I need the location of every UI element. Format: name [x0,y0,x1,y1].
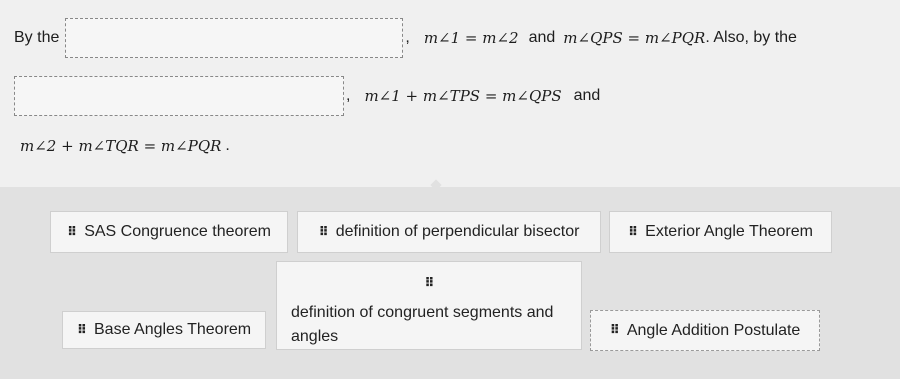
chip-label: definition of congruent segments and angles [291,304,554,345]
drag-handle-icon: ⠿ [76,322,86,338]
chip-label: SAS Congruence theorem [84,223,271,240]
statement-line-3 [20,134,230,158]
chip-exterior-angle-theorem[interactable] [609,211,832,253]
chip-base-angles-theorem[interactable] [62,311,266,349]
chip-angle-addition-postulate[interactable] [590,310,820,351]
line1-and: and [528,29,556,46]
line1-math-2: m∠QPS = m∠PQR [563,29,706,47]
blank-drop-zone-1[interactable] [65,18,403,58]
line3-math: m∠2 + m∠TQR = m∠PQR [20,137,222,155]
chip-sas-congruence-theorem[interactable] [50,211,288,253]
line3-period: . [225,137,230,154]
chip-definition-of-congruent-segments-and-angles[interactable] [276,261,582,350]
drag-handle-icon: ⠿ [609,323,619,338]
chip-label: Angle Addition Postulate [626,321,801,339]
line1-math-1: m∠1 = m∠2 [423,29,519,47]
line2-comma: , [346,87,351,104]
drag-handle-icon: ⠿ [628,224,638,240]
chip-label: Exterior Angle Theorem [645,223,813,240]
statement-line-1 [14,18,797,58]
chip-label: Base Angles Theorem [94,321,252,338]
line1-prefix: By the [14,29,60,46]
drag-handle-icon: ⠿ [67,224,77,240]
drag-handle-icon: ⠿ [424,276,434,291]
line1-comma: , [405,29,410,46]
drag-handle-icon: ⠿ [318,224,328,240]
line1-suffix: . Also, by the [705,29,797,46]
line2-and: and [573,87,601,104]
blank-drop-zone-2[interactable] [14,76,344,116]
chip-label: definition of perpendicular bisector [335,223,580,240]
chip-definition-of-perpendicular-bisector[interactable] [297,211,601,253]
statement-line-2 [14,76,600,116]
line2-math: m∠1 + m∠TPS = m∠QPS [364,87,562,105]
